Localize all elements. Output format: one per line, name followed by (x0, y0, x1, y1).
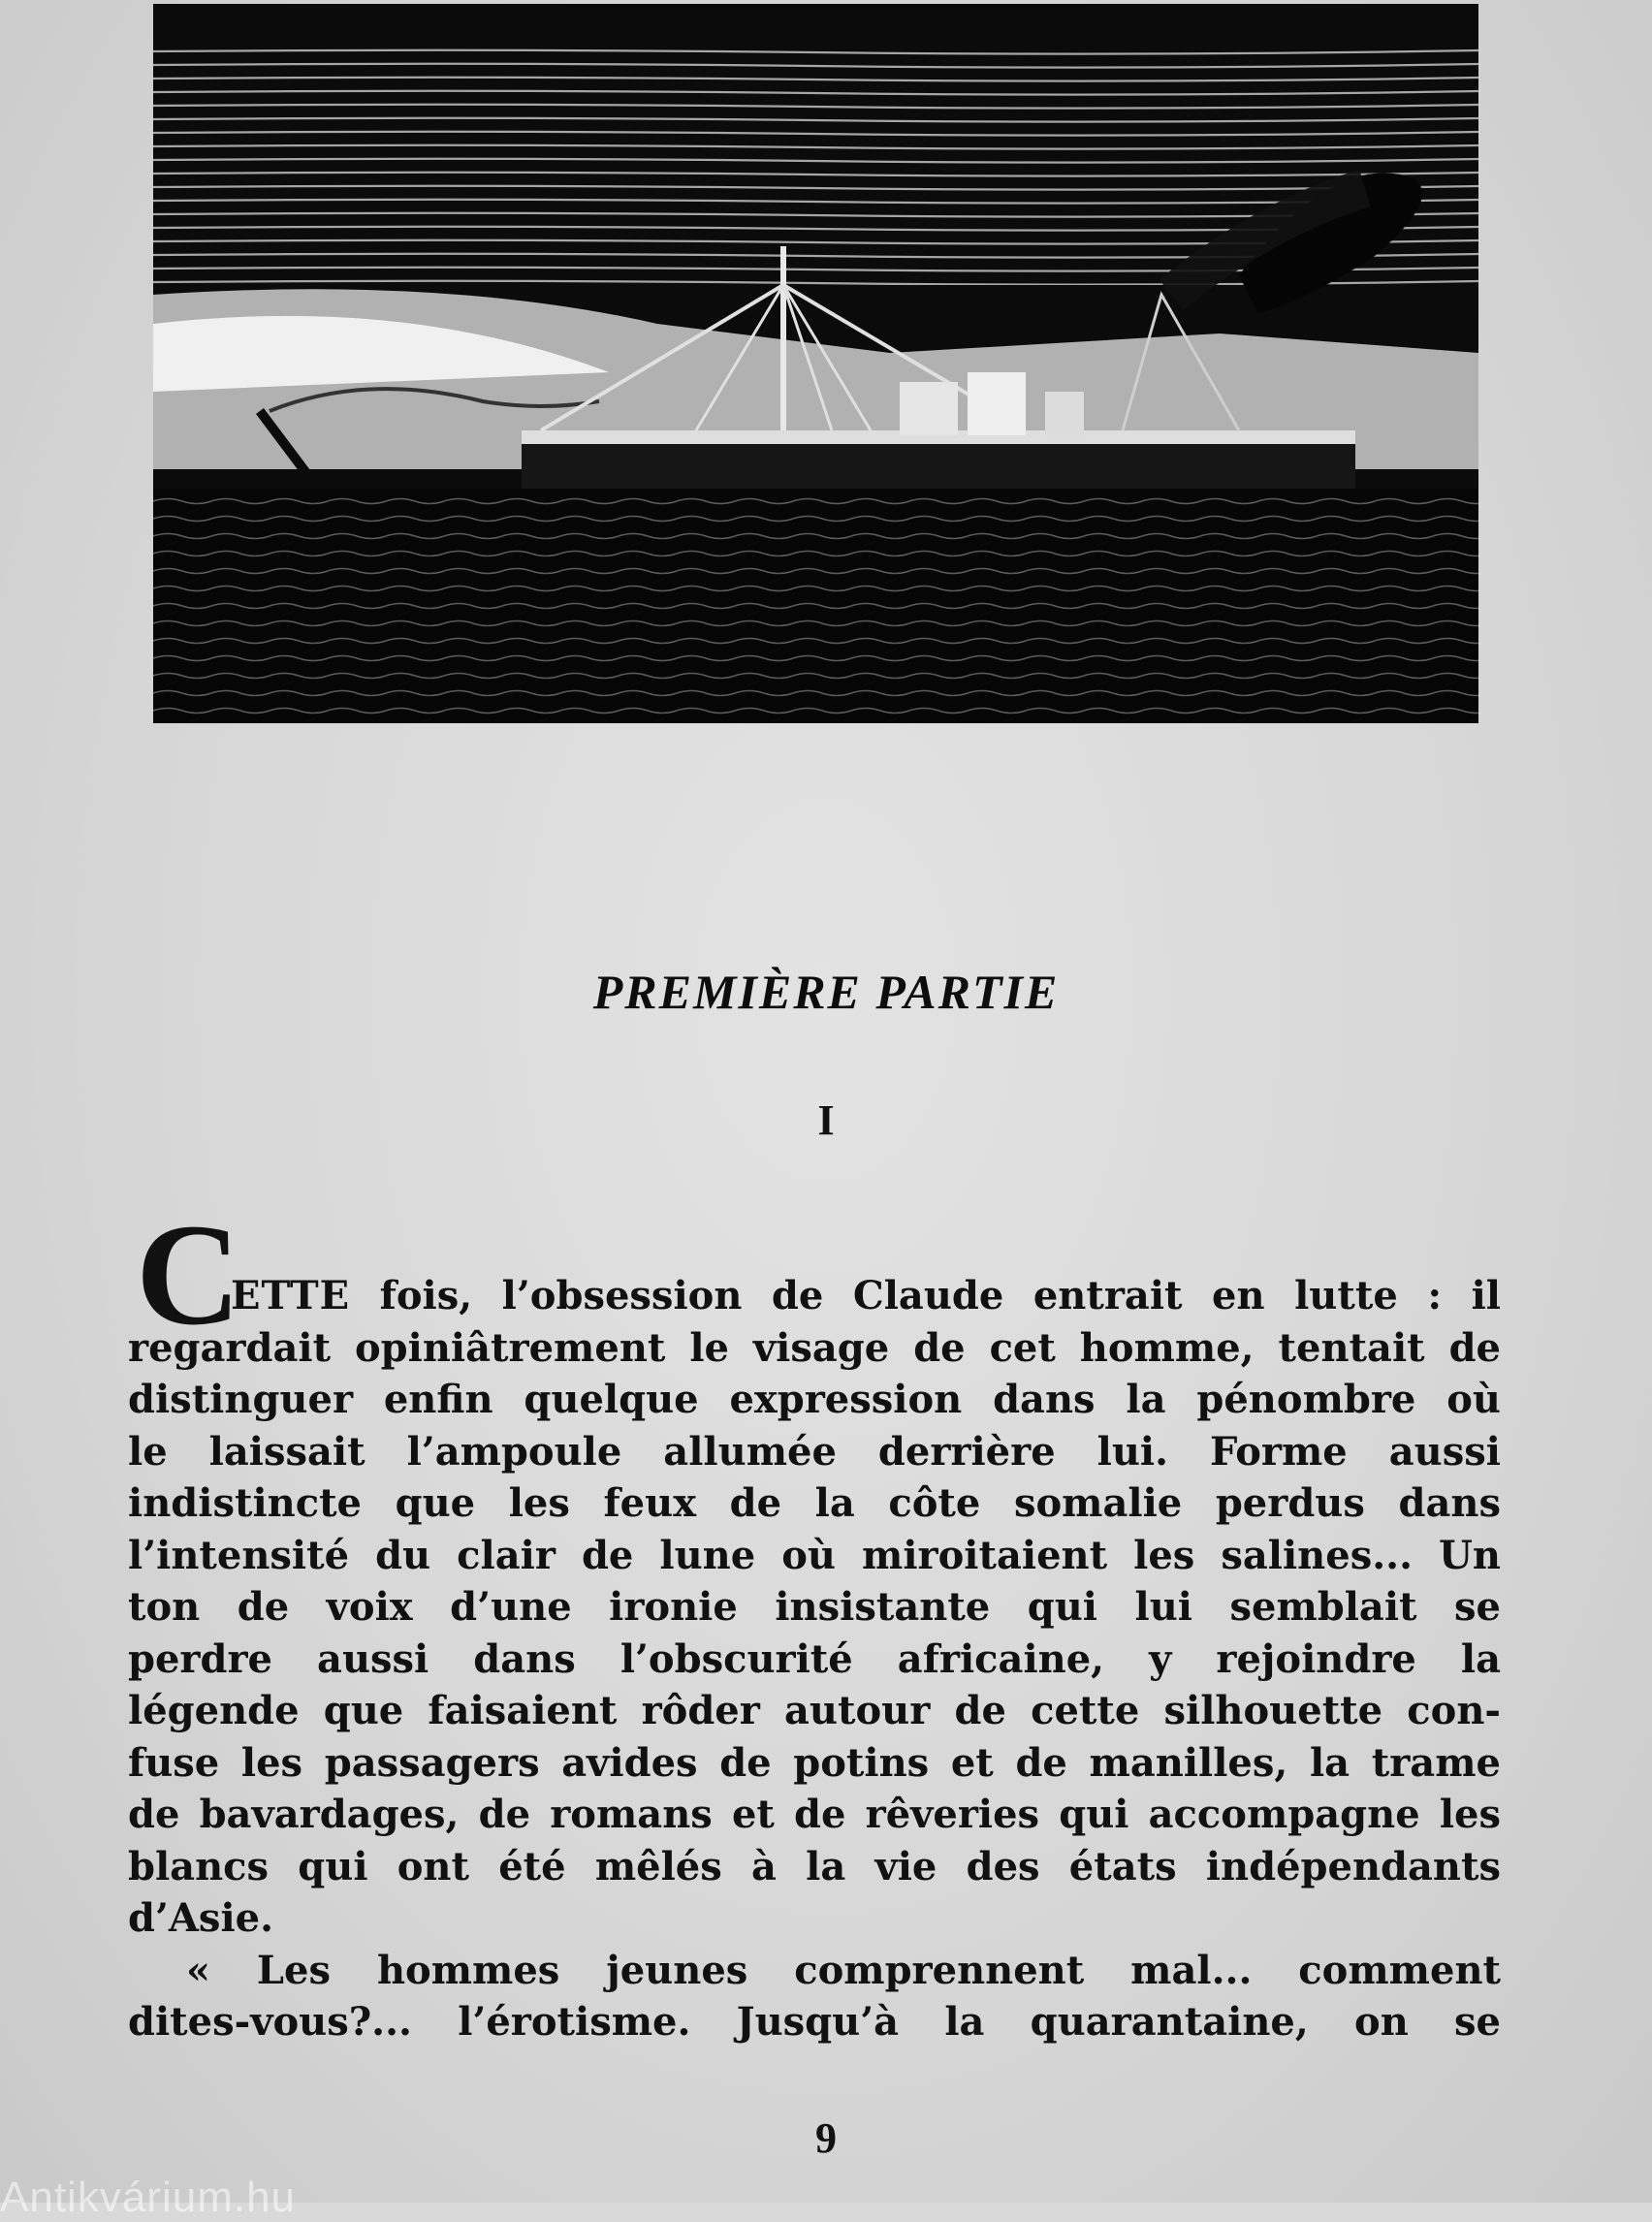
page-number: 9 (815, 2114, 837, 2162)
text-line: ton de voix d’une ironie insistante qui lui semblait se (128, 1584, 1501, 1630)
text-line: perdre aussi dans l’obscurité africaine, y rejoindre la (128, 1635, 1501, 1682)
text-line: le laissait l’ampoule allumée derrière lui. Forme aussi (128, 1428, 1501, 1475)
part-title: PREMIÈRE PARTIE (592, 964, 1060, 1019)
text-line: dites-vous?... l’érotisme. Jusqu’à la quarantaine, on se (128, 1999, 1501, 2045)
text-line: d’Asie. (128, 1895, 274, 1941)
text-line (128, 1270, 1501, 1322)
text-line: de bavardages, de romans et de rêveries qui accompagne les (128, 1792, 1501, 1837)
steamship-engraving (153, 4, 1478, 723)
steamship-engraving-art (153, 4, 1478, 723)
text-line: regardait opiniâtrement le visage de cet homme, tentait de (128, 1324, 1501, 1371)
text-line: l’intensité du clair de lune où miroitaient les salines... Un (128, 1532, 1501, 1578)
text-line: légende que faisaient rôder autour de cette silhouette con- (128, 1688, 1501, 1733)
paragraph-2 (128, 1945, 1501, 2048)
text-line: « Les hommes jeunes comprennent mal... comment (186, 1947, 1501, 1993)
text-line: indistincte que les feux de la côte somalie perdus dans (128, 1480, 1501, 1526)
chapter-number: I (817, 1096, 835, 1144)
text-line: fuse les passagers avides de potins et de manilles, la trame (128, 1739, 1501, 1786)
text-line: blancs qui ont été mêlés à la vie des états indépendants (128, 1843, 1501, 1889)
watermark: Antikvárium.hu (0, 2174, 297, 2221)
text-line-content: fois, l’obsession de Claude entrait en lutte : il (350, 1273, 1501, 1318)
text-line: distinguer enfin quelque expression dans la pénombre où (128, 1377, 1501, 1422)
first-word-rest: ETTE (231, 1273, 351, 1318)
drop-cap: C (136, 1194, 241, 1355)
paragraph-1 (128, 1194, 1501, 1945)
chapter-body (128, 1194, 1501, 2048)
